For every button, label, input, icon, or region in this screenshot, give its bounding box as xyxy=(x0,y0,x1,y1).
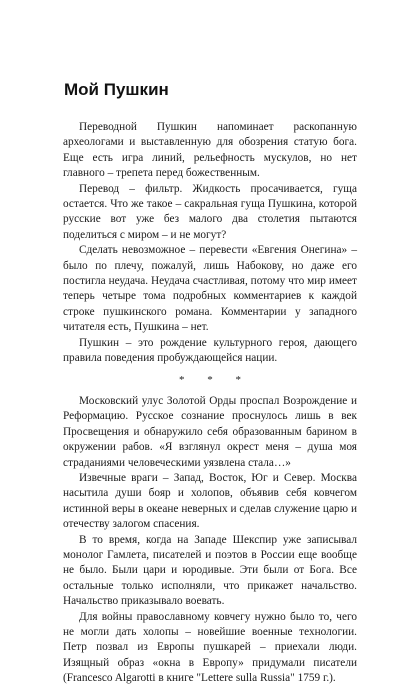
paragraph: Московский улус Золотой Орды проспал Возрождение и Реформацию. Русское сознание проснулось лишь в век Просвещения и обнаружило себя образованным барином в окружении рабов. «Я взглянул окрест меня – душа моя страданиями человеческими уязвлена стала…» xyxy=(63,394,357,469)
paragraph: Для войны православному ковчегу нужно было то, чего не могли дать холопы – новейшие военные технологии. Петр позвал из Европы пушкарей – приехали люди. Изящный образ «окна в Европу» придумали писатели (Francesco Algarotti в книге "Lettere sulla Russia" 1759 г.). xyxy=(63,610,357,685)
chapter-body xyxy=(63,120,357,687)
paragraph: Пушкин – это рождение культурного героя, дающего правила поведения пробуждающейся нации. xyxy=(63,336,357,365)
paragraph: Извечные враги – Запад, Восток, Юг и Север. Москва насытила души бояр и холопов, объявив себя ковчегом истинной веры в океане неверных и сделав служение царю и отечеству залогом спасения. xyxy=(63,471,357,531)
section-separator: * * * xyxy=(179,373,251,386)
chapter-title: Мой Пушкин xyxy=(64,80,169,99)
paragraph: Переводной Пушкин напоминает раскопанную археологами и выставленную для обозрения статую бога. Еще есть игра линий, рельефность мускулов, но нет главного – трепета перед божественным. xyxy=(63,121,357,180)
paragraph: Перевод – фильтр. Жидкость просачивается, гуща остается. Что же такое – сакральная гуща Пушкина, которой русские вот уже без малого два столетия пытаются поделиться с миром – и не могут? xyxy=(63,182,357,241)
paragraph: Сделать невозможное – перевести «Евгения Онегина» – было по плечу, пожалуй, лишь Набокову, но даже его постигла неудача. Неудача счастливая, потому что мир имеет теперь четыре тома подробных комментариев к каждой строке пушкинского романа. Комментарии у западного читателя есть, Пушкина – нет. xyxy=(63,244,357,334)
paragraph: В то время, когда на Западе Шекспир уже записывал монолог Гамлета, писателей и поэтов в России еще вообще не было. Были цари и юродивые. Эти были от Бога. Все остальные только исполняли, что прикажет начальство. Начальство приказывало воевать. xyxy=(63,533,357,608)
